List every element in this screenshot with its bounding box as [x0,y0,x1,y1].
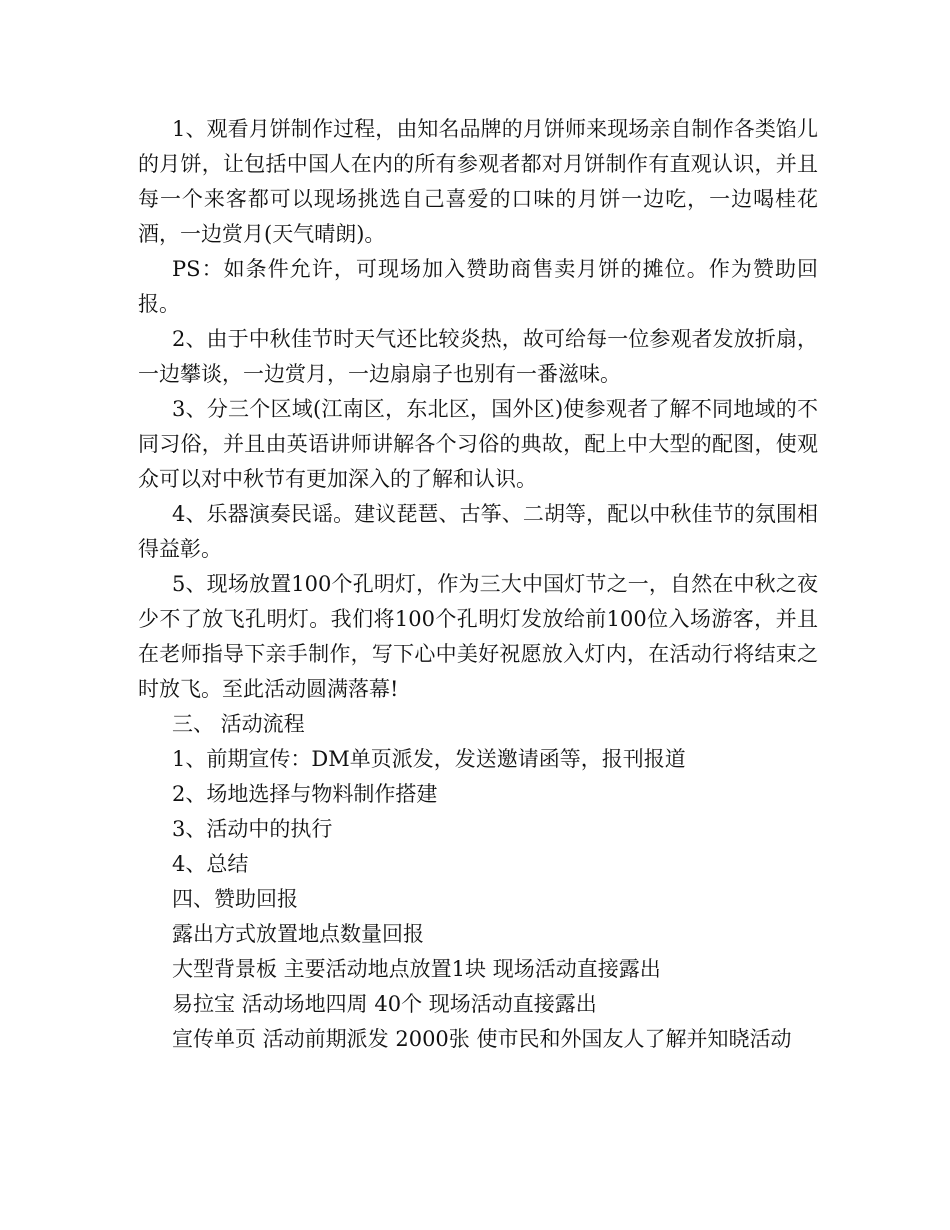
sponsor-table-header: 露出方式放置地点数量回报 [172,922,424,946]
sponsor-row-flyers: 宣传单页 活动前期派发 2000张 使市民和外国友人了解并知晓活动 [172,1027,792,1051]
process-step-2: 2、场地选择与物料制作搭建 [172,782,438,806]
paragraph-item-2-folding-fans: 2、由于中秋佳节时天气还比较炎热，故可给每一位参观者发放折扇，一边攀谈，一边赏月，一边扇扇子也别有一番滋味。 [138,327,818,386]
sponsor-row-backdrop: 大型背景板 主要活动地点放置1块 现场活动直接露出 [172,957,661,981]
document-body [138,112,818,1057]
sponsor-row-rollup-banner: 易拉宝 活动场地四周 40个 现场活动直接露出 [172,992,597,1016]
paragraph-item-5-kongming-lanterns: 5、现场放置100个孔明灯，作为三大中国灯节之一，自然在中秋之夜少不了放飞孔明灯。我们将100个孔明灯发放给前100位入场游客，并且在老师指导下亲手制作，写下心中美好祝愿放入灯内，在活动行将结束之时放飞。至此活动圆满落幕! [138,572,818,701]
paragraph-item-1-mooncake-making: 1、观看月饼制作过程，由知名品牌的月饼师来现场亲自制作各类馅儿的月饼，让包括中国人在内的所有参观者都对月饼制作有直观认识，并且每一个来客都可以现场挑选自己喜爱的口味的月饼一边吃，一边喝桂花酒，一边赏月(天气晴朗)。 [138,117,818,246]
section-heading-sponsor-returns: 四、赞助回报 [172,887,298,911]
process-step-3: 3、活动中的执行 [172,817,333,841]
paragraph-item-3-regional-customs: 3、分三个区域(江南区，东北区，国外区)使参观者了解不同地域的不同习俗，并且由英语讲师讲解各个习俗的典故，配上中大型的配图，使观众可以对中秋节有更加深入的了解和认识。 [138,397,818,491]
paragraph-ps-sponsor-booth: PS：如条件允许，可现场加入赞助商售卖月饼的摊位。作为赞助回报。 [138,257,818,316]
section-heading-activity-process: 三、 活动流程 [172,712,305,736]
process-step-1: 1、前期宣传：DM单页派发，发送邀请函等，报刊报道 [172,747,686,771]
process-step-4: 4、总结 [172,852,249,876]
paragraph-item-4-folk-music: 4、乐器演奏民谣。建议琵琶、古筝、二胡等，配以中秋佳节的氛围相得益彰。 [138,502,818,561]
